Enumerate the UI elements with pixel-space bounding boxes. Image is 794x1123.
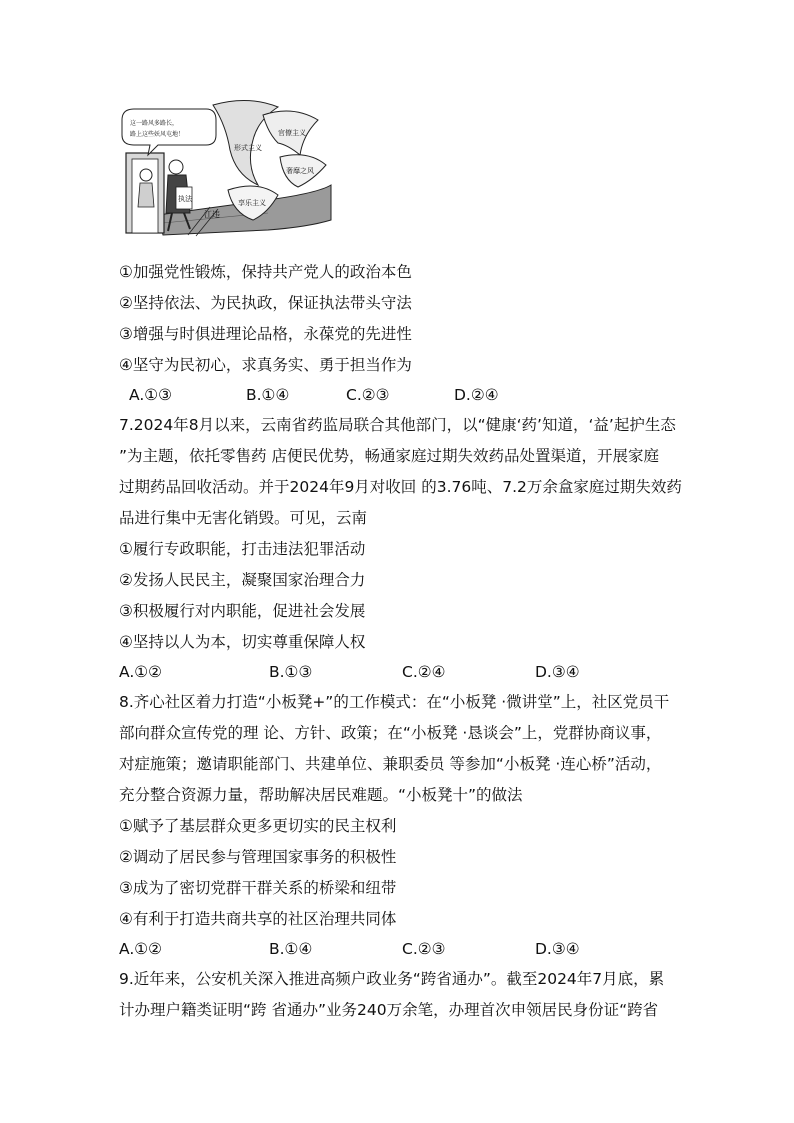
cartoon-illustration bbox=[118, 95, 333, 238]
q6-statement-3: ③增强与时俱进理论品格，永葆党的先进性 bbox=[119, 325, 412, 343]
q6-option-d[interactable]: D.②④ bbox=[454, 386, 499, 404]
q9-stem-line-1: 9.近年来，公安机关深入推进高频户政业务“跨省通办”。截至2024年7月底，累 bbox=[119, 970, 665, 988]
q8-statement-2: ②调动了居民参与管理国家事务的积极性 bbox=[119, 848, 397, 866]
q7-statement-1: ①履行专政职能，打击违法犯罪活动 bbox=[119, 540, 366, 558]
speech-line-2: 路上这些妖风屯地！ bbox=[130, 131, 185, 138]
q7-option-b[interactable]: B.①③ bbox=[269, 663, 313, 681]
q7-option-c[interactable]: C.②④ bbox=[402, 663, 446, 681]
q8-statement-4: ④有利于打造共商共享的社区治理共同体 bbox=[119, 910, 397, 928]
q8-statement-3: ③成为了密切党群干群关系的桥梁和纽带 bbox=[119, 879, 397, 897]
q6-option-c[interactable]: C.②③ bbox=[346, 386, 390, 404]
q8-statement-1: ①赋予了基层群众更多更切实的民主权利 bbox=[119, 817, 397, 835]
q8-stem-line-3: 对症施策；邀请职能部门、共建单位、兼职委员 等参加“小板凳 ·连心桥”活动， bbox=[119, 755, 662, 773]
banner-label-1: 形式主义 bbox=[234, 144, 262, 152]
q6-statement-1: ①加强党性锻炼，保持共产党人的政治本色 bbox=[119, 263, 412, 281]
road-sign-label: 江违 bbox=[204, 210, 220, 219]
q7-statement-2: ②发扬人民民主，凝聚国家治理合力 bbox=[119, 571, 366, 589]
figure-woman-head bbox=[140, 169, 152, 181]
q7-stem-line-3: 过期药品回收活动。并于2024年9月对收回 的3.76吨、7.2万余盒家庭过期失效药 bbox=[119, 478, 682, 496]
q8-option-c[interactable]: C.②③ bbox=[402, 940, 446, 958]
q7-option-a[interactable]: A.①② bbox=[119, 663, 163, 681]
q8-option-a[interactable]: A.①② bbox=[119, 940, 163, 958]
q6-statement-2: ②坚持依法、为民执政，保证执法带头守法 bbox=[119, 294, 412, 312]
q8-option-d[interactable]: D.③④ bbox=[535, 940, 580, 958]
q6-option-b[interactable]: B.①④ bbox=[246, 386, 290, 404]
q7-statement-3: ③积极履行对内职能，促进社会发展 bbox=[119, 602, 366, 620]
q7-option-d[interactable]: D.③④ bbox=[535, 663, 580, 681]
q6-option-a[interactable]: A.①③ bbox=[129, 386, 173, 404]
banner-label-4: 享乐主义 bbox=[238, 199, 266, 207]
figure-badge-label: 执法 bbox=[178, 195, 192, 203]
q9-stem-line-2: 计办理户籍类证明“跨 省通办”业务240万余笔，办理首次申领居民身份证“跨省 bbox=[119, 1001, 659, 1019]
q6-statement-4: ④坚守为民初心，求真务实、勇于担当作为 bbox=[119, 356, 412, 374]
q8-stem-line-1: 8.齐心社区着力打造“小板凳+”的工作模式：在“小板凳 ·微讲堂”上，社区党员干 bbox=[119, 693, 670, 711]
q7-stem-line-2: ”为主题，依托零售药 店便民优势，畅通家庭过期失效药品处置渠道，开展家庭 bbox=[119, 447, 659, 465]
q7-statement-4: ④坚持以人为本，切实尊重保障人权 bbox=[119, 633, 366, 651]
q7-stem-line-1: 7.2024年8月以来，云南省药监局联合其他部门，以“健康‘药’知道，‘益’起护生态 bbox=[119, 416, 676, 434]
q8-option-b[interactable]: B.①④ bbox=[269, 940, 313, 958]
banner-label-3: 奢靡之风 bbox=[286, 167, 314, 175]
q8-stem-line-2: 部向群众宣传党的理 论、方针、政策；在“小板凳 ·恳谈会”上，党群协商议事， bbox=[119, 724, 662, 742]
q7-stem-line-4: 品进行集中无害化销毁。可见，云南 bbox=[119, 509, 368, 527]
q8-stem-line-4: 充分整合资源力量，帮助解决居民难题。“小板凳十”的做法 bbox=[119, 786, 523, 804]
speech-line-1: 这一路风多路长， bbox=[130, 120, 179, 127]
figure-officer-head bbox=[169, 160, 183, 174]
banner-label-2: 官僚主义 bbox=[278, 129, 306, 137]
figure-woman-body bbox=[138, 183, 154, 207]
